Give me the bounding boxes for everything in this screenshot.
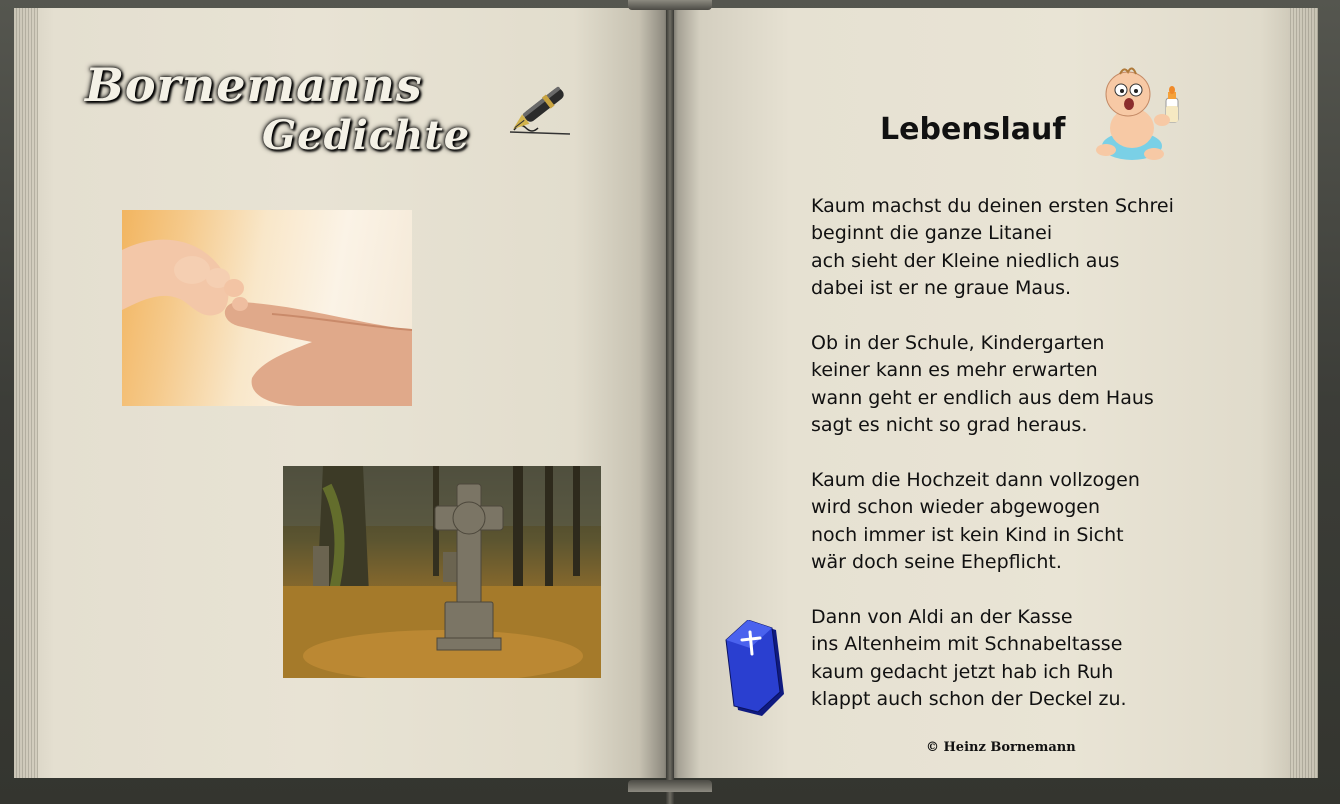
poem-line: wär doch seine Ehepflicht. <box>811 551 1062 574</box>
blue-coffin-icon <box>720 620 790 718</box>
poem-line: Dann von Aldi an der Kasse <box>811 606 1073 629</box>
hands-photo <box>122 210 412 406</box>
poem-title: Lebenslauf <box>880 112 1066 147</box>
poem-line: Ob in der Schule, Kindergarten <box>811 332 1105 355</box>
poem-line: beginnt die ganze Litanei <box>811 222 1053 245</box>
poem-stanza-1 <box>811 193 1231 303</box>
poem-line: noch immer ist kein Kind in Sicht <box>811 523 1124 546</box>
fountain-pen-icon <box>500 74 580 140</box>
baby-with-bottle-icon <box>1092 64 1192 164</box>
graveyard-photo <box>283 466 601 678</box>
poem-line: ach sieht der Kleine niedlich aus <box>811 249 1120 272</box>
poem-line: dabei ist er ne graue Maus. <box>811 277 1072 300</box>
book-clasp-bottom <box>628 780 712 792</box>
page-edges-left <box>14 8 38 778</box>
poem-line: kaum gedacht jetzt hab ich Ruh <box>811 660 1114 683</box>
poem-line: wird schon wieder abgewogen <box>811 496 1101 519</box>
site-title-line1: Bornemanns <box>85 58 423 112</box>
poem-stanza-4 <box>811 604 1231 714</box>
poem-stanza-3 <box>811 467 1231 577</box>
poem-line: Kaum machst du deinen ersten Schrei <box>811 195 1174 217</box>
site-title-line2: Gedichte <box>262 112 471 159</box>
poem-text <box>811 193 1231 714</box>
copyright-notice: © Heinz Bornemann <box>926 740 1076 755</box>
book-spine <box>666 0 674 804</box>
poem-line: keiner kann es mehr erwarten <box>811 359 1098 382</box>
page-edges-right <box>1288 8 1318 778</box>
poem-line: ins Altenheim mit Schnabeltasse <box>811 633 1123 656</box>
poem-line: klappt auch schon der Deckel zu. <box>811 688 1127 711</box>
poem-stanza-2 <box>811 330 1231 440</box>
poem-line: sagt es nicht so grad heraus. <box>811 414 1088 437</box>
poem-line: Kaum die Hochzeit dann vollzogen <box>811 469 1140 492</box>
poem-line: wann geht er endlich aus dem Haus <box>811 386 1154 409</box>
book-clasp-top <box>628 0 712 10</box>
